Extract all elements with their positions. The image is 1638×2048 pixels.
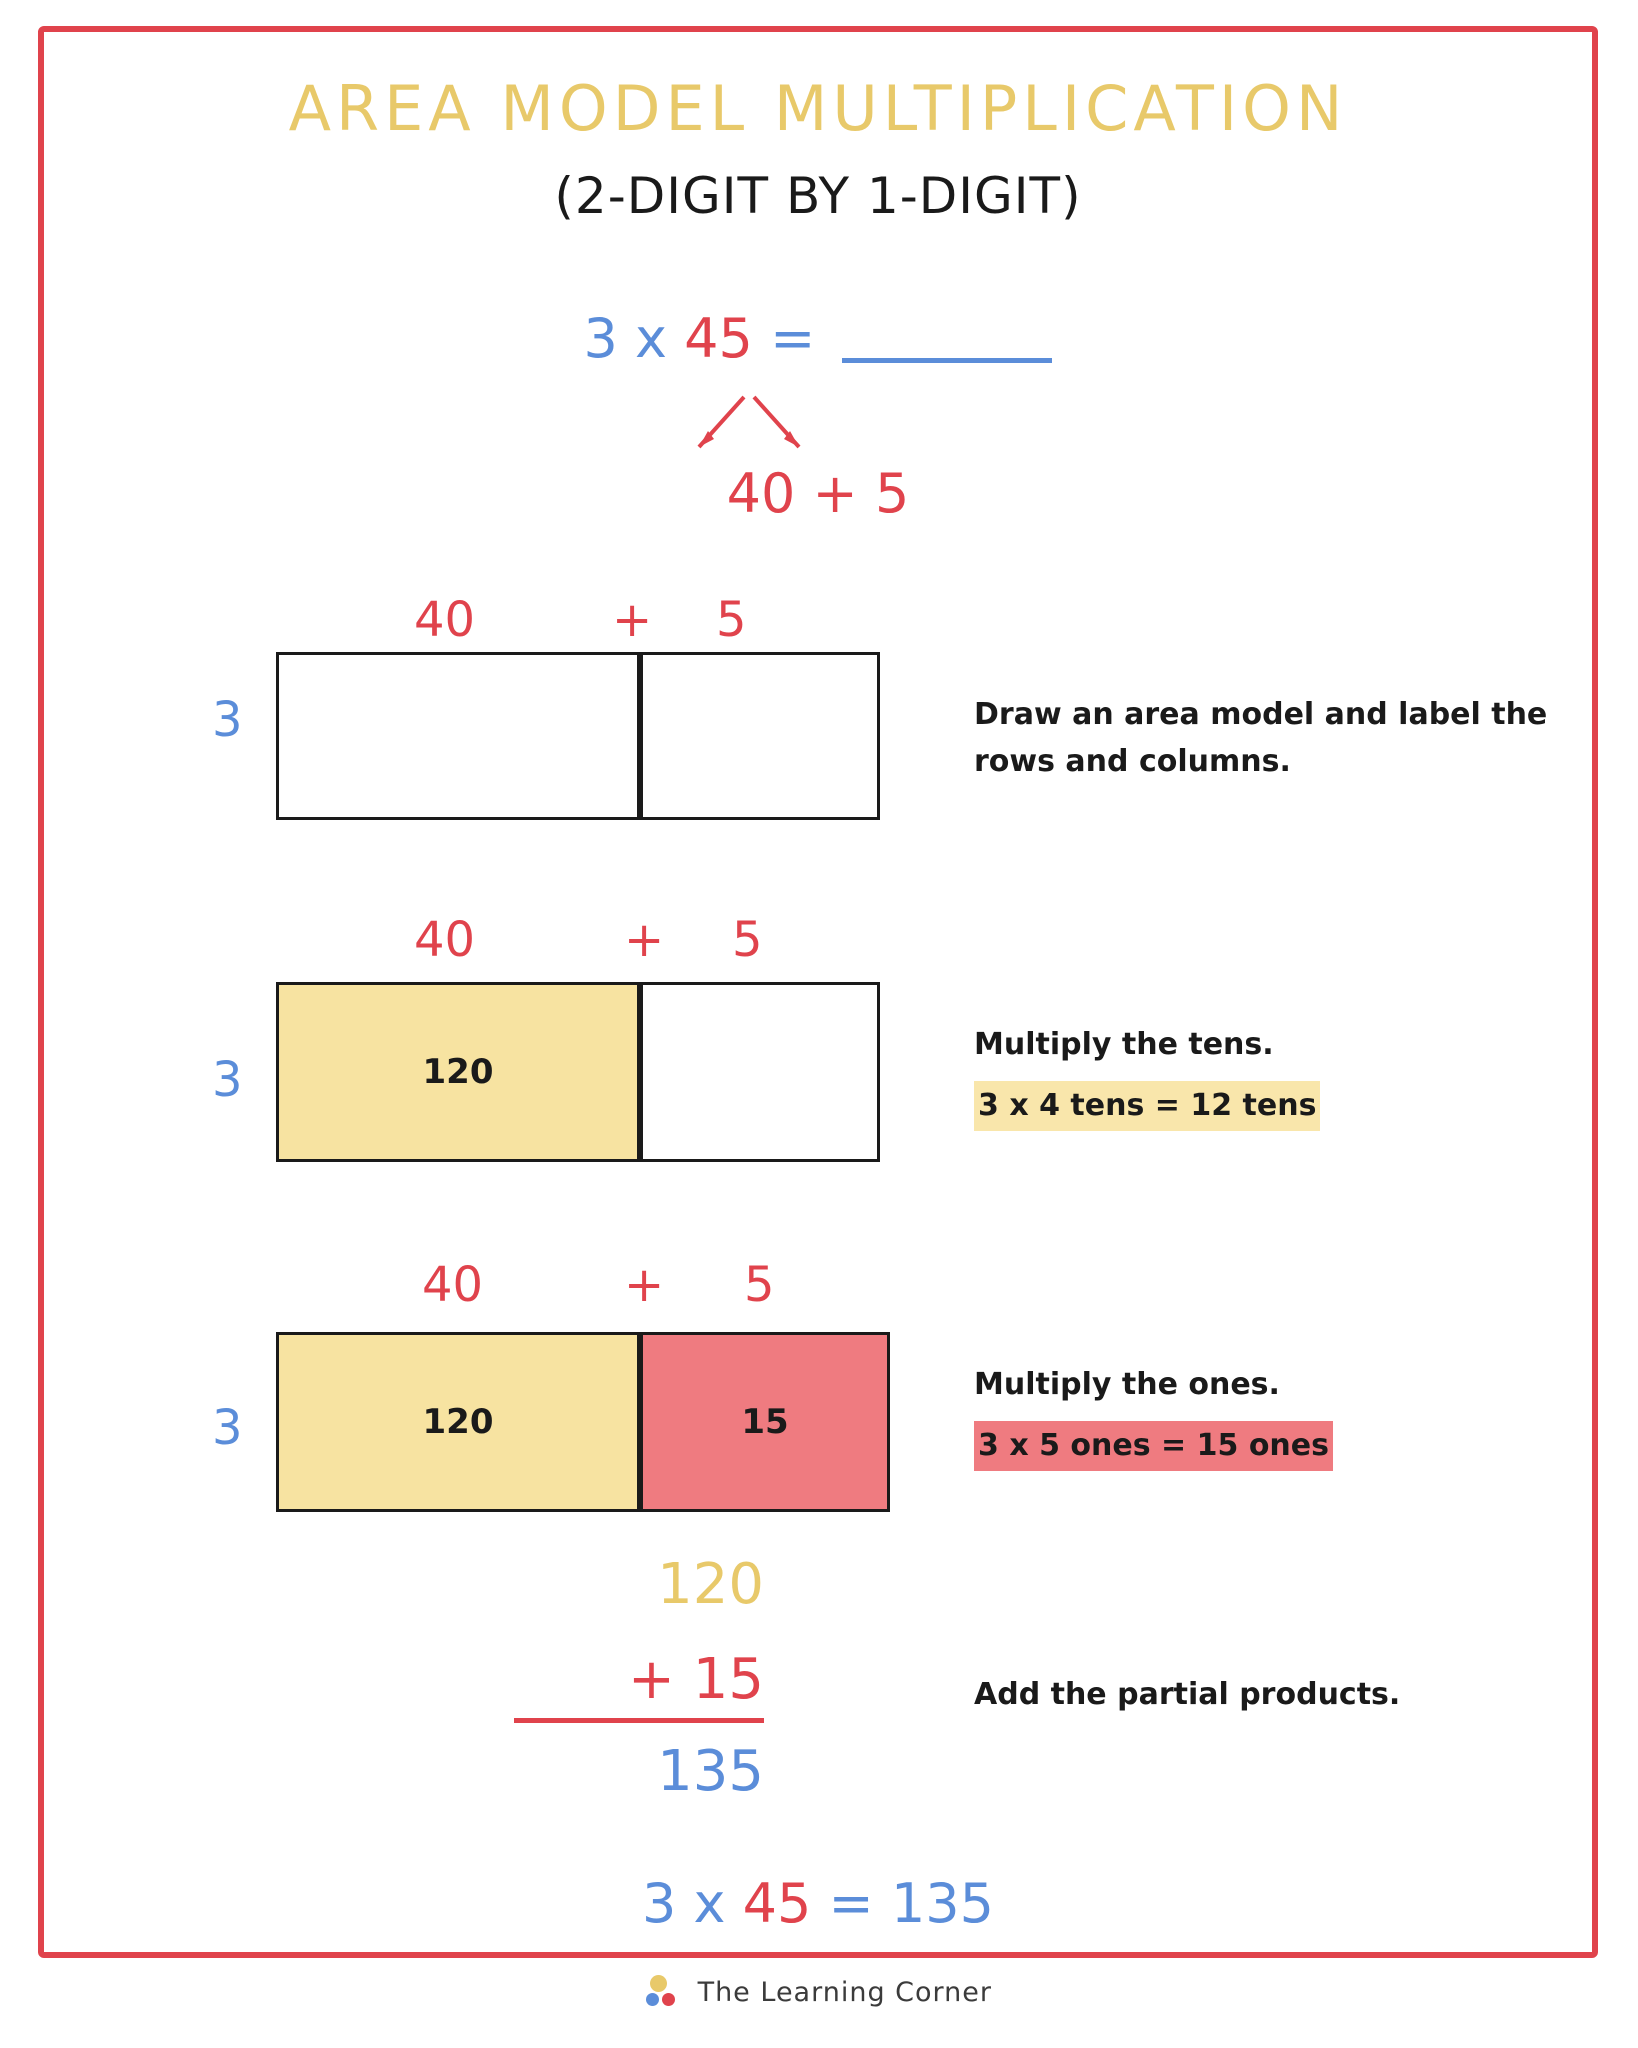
final-factor2: 45	[742, 1872, 812, 1935]
step-2-ones-cell[interactable]	[640, 982, 880, 1162]
addition-rule	[514, 1718, 764, 1723]
decomposition-arrows	[44, 387, 1592, 467]
page-subtitle: (2-DIGIT BY 1-DIGIT)	[554, 167, 1082, 225]
equation-factor1: 3	[583, 307, 618, 370]
step-2-col-label-tens: 40	[414, 912, 476, 968]
step-1-ones-cell[interactable]	[640, 652, 880, 820]
worksheet-page	[38, 26, 1598, 1958]
step-1-row-label: 3	[212, 692, 243, 748]
addition-total: 135	[657, 1739, 764, 1804]
step-3-col-label-plus: +	[624, 1257, 665, 1313]
main-equation	[44, 307, 1592, 370]
step-1-instruction	[974, 692, 1574, 785]
addition-instruction	[974, 1672, 1594, 1719]
final-product: 135	[890, 1872, 995, 1935]
step-1-instruction-text: Draw an area model and label the rows and columns.	[974, 697, 1548, 779]
equation-equals: =	[770, 307, 816, 370]
step-3-ones-cell[interactable]: 15	[640, 1332, 890, 1512]
partial-product-1: 120	[657, 1552, 764, 1617]
step-2-col-label-ones: 5	[732, 912, 763, 968]
equation-factor2: 45	[684, 307, 753, 370]
equation-times: x	[635, 307, 667, 370]
footer-brand: The Learning Corner	[697, 1977, 992, 2008]
final-equals: =	[828, 1872, 874, 1935]
addition-instruction-text: Add the partial products.	[974, 1677, 1401, 1712]
step-3-instruction	[974, 1362, 1594, 1471]
step-3-tens-cell[interactable]: 120	[276, 1332, 640, 1512]
footer	[0, 1975, 1638, 2009]
step-1-col-label-tens: 40	[414, 592, 476, 648]
step-2-highlight: 3 x 4 tens = 12 tens	[974, 1081, 1320, 1132]
step-3-instruction-text: Multiply the ones.	[974, 1367, 1280, 1402]
step-2-tens-cell[interactable]: 120	[276, 982, 640, 1162]
final-answer	[44, 1872, 1592, 1935]
page-title: AREA MODEL MULTIPLICATION	[288, 72, 1348, 145]
step-3-row-label: 3	[212, 1400, 243, 1456]
step-1-tens-cell[interactable]	[276, 652, 640, 820]
step-2-col-label-plus: +	[624, 912, 665, 968]
final-times: x	[693, 1872, 726, 1935]
addition-stack	[514, 1552, 764, 1804]
step-1-col-label-ones: 5	[716, 592, 747, 648]
step-3-highlight: 3 x 5 ones = 15 ones	[974, 1421, 1333, 1472]
arrows-svg	[44, 387, 1592, 467]
step-3-col-label-ones: 5	[744, 1257, 775, 1313]
step-2-row-label: 3	[212, 1052, 243, 1108]
step-3-col-label-tens: 40	[422, 1257, 484, 1313]
step-1-col-label-plus: +	[612, 592, 653, 648]
step-2-instruction	[974, 1022, 1594, 1131]
final-factor1: 3	[641, 1872, 677, 1935]
step-2-instruction-text: Multiply the tens.	[974, 1027, 1274, 1062]
answer-blank[interactable]	[842, 320, 1052, 363]
learning-corner-logo-icon	[646, 1975, 680, 2009]
decomposition-text: 40 + 5	[726, 462, 910, 525]
partial-product-2: + 15	[628, 1647, 764, 1712]
